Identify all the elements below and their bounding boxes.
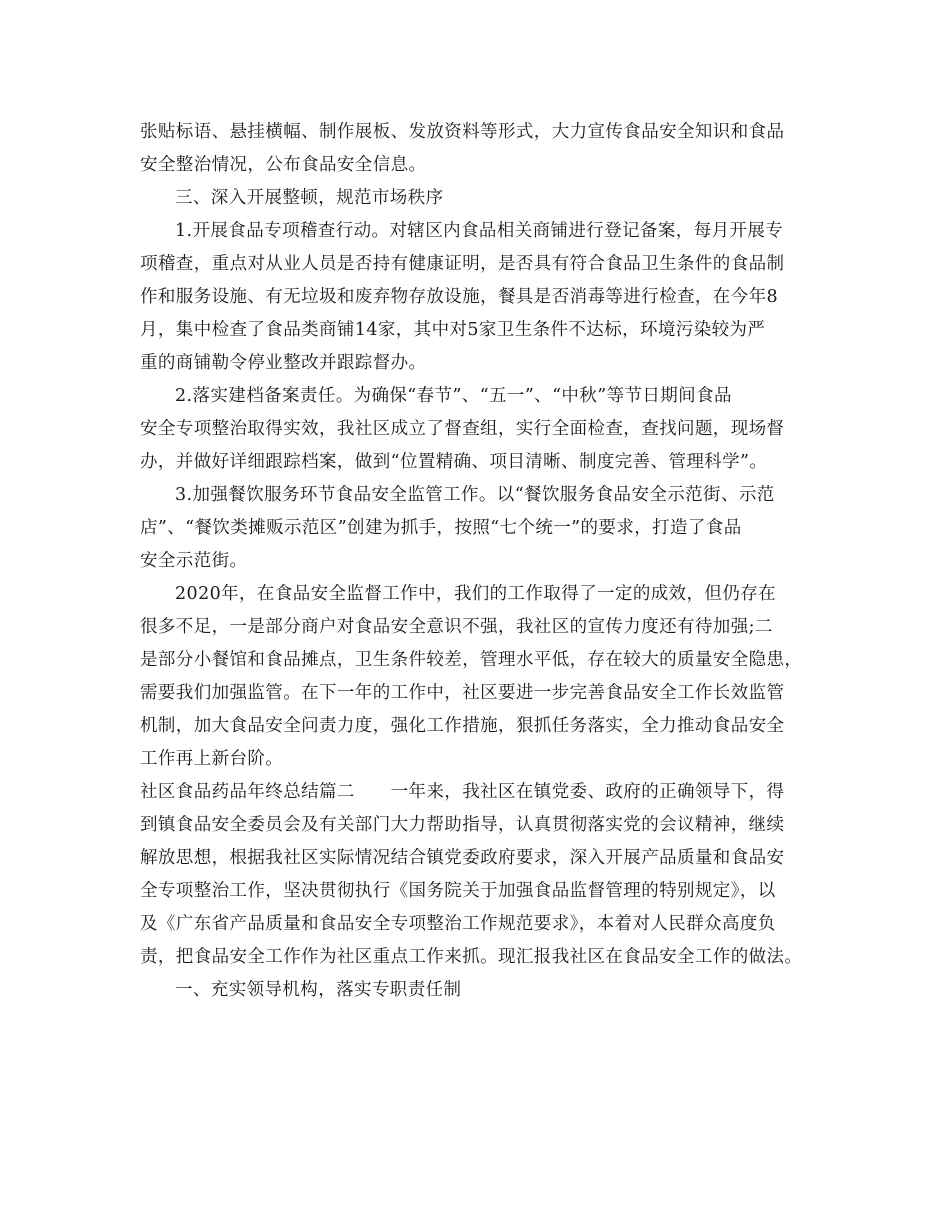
text-line: 项稽查，重点对从业人员是否持有健康证明，是否具有符合食品卫生条件的食品制 <box>140 254 785 274</box>
text-line: 3.加强餐饮服务环节食品安全监管工作。以“餐饮服务食品安全示范街、示范 <box>175 485 775 505</box>
text-line: 作和服务设施、有无垃圾和废弃物存放设施，餐具是否消毒等进行检查，在今年8 <box>140 287 779 307</box>
text-line: 到镇食品安全委员会及有关部门大力帮助指导，认真贯彻落实党的会议精神，继续 <box>140 815 785 835</box>
text-line: 及《广东省产品质量和食品安全专项整治工作规范要求》，本着对人民群众高度负 <box>140 914 776 934</box>
text-line: 办，并做好详细跟踪档案，做到“位置精确、项目清晰、制度完善、管理科学”。 <box>140 452 768 472</box>
text-line: 全专项整治工作，坚决贯彻执行《国务院关于加强食品监督管理的特别规定》，以 <box>140 881 776 901</box>
text-line: 需要我们加强监管。在下一年的工作中，社区要进一步完善食品安全工作长效监管 <box>140 683 785 703</box>
section-heading: 三、深入开展整顿，规范市场秩序 <box>175 188 444 208</box>
text-line: 解放思想，根据我社区实际情况结合镇党委政府要求，深入开展产品质量和食品安 <box>140 848 785 868</box>
document-body <box>140 116 830 1007</box>
text-line: 2.落实建档备案责任。为确保“春节”、“五一”、“中秋”等节日期间食品 <box>175 386 732 406</box>
text-line: 张贴标语、悬挂横幅、制作展板、发放资料等形式，大力宣传食品安全知识和食品 <box>140 122 785 142</box>
text-line: 工作再上新台阶。 <box>140 749 284 769</box>
text-line: 很多不足，一是部分商户对食品安全意识不强，我社区的宣传力度还有待加强;二 <box>140 617 773 637</box>
text-line: 是部分小餐馆和食品摊点，卫生条件较差，管理水平低，存在较大的质量安全隐患， <box>140 650 803 670</box>
text-line: 月，集中检查了食品类商铺14家，其中对5家卫生条件不达标，环境污染较为严 <box>140 320 766 340</box>
text-line: 安全整治情况，公布食品安全信息。 <box>140 155 427 175</box>
text-line: 安全专项整治取得实效，我社区成立了督查组，实行全面检查，查找问题，现场督 <box>140 419 785 439</box>
text-line: 2020年，在食品安全监督工作中，我们的工作取得了一定的成效，但仍存在 <box>175 584 777 604</box>
section-heading: 一、充实领导机构，落实专职责任制 <box>175 980 462 1000</box>
text-line: 店”、“餐饮类摊贩示范区”创建为抓手，按照“七个统一”的要求，打造了食品 <box>140 518 742 538</box>
text-line: 安全示范街。 <box>140 551 248 571</box>
text-line: 重的商铺勒令停业整改并跟踪督办。 <box>140 353 427 373</box>
text-line: 责，把食品安全工作作为社区重点工作来抓。现汇报我社区在食品安全工作的做法。 <box>140 947 803 967</box>
text-line: 机制，加大食品安全问责力度，强化工作措施，狠抓任务落实，全力推动食品安全 <box>140 716 785 736</box>
text-line: 1.开展食品专项稽查行动。对辖区内食品相关商铺进行登记备案，每月开展专 <box>175 221 784 241</box>
article-title-line: 社区食品药品年终总结篇二 一年来，我社区在镇党委、政府的正确领导下，得 <box>140 782 785 802</box>
